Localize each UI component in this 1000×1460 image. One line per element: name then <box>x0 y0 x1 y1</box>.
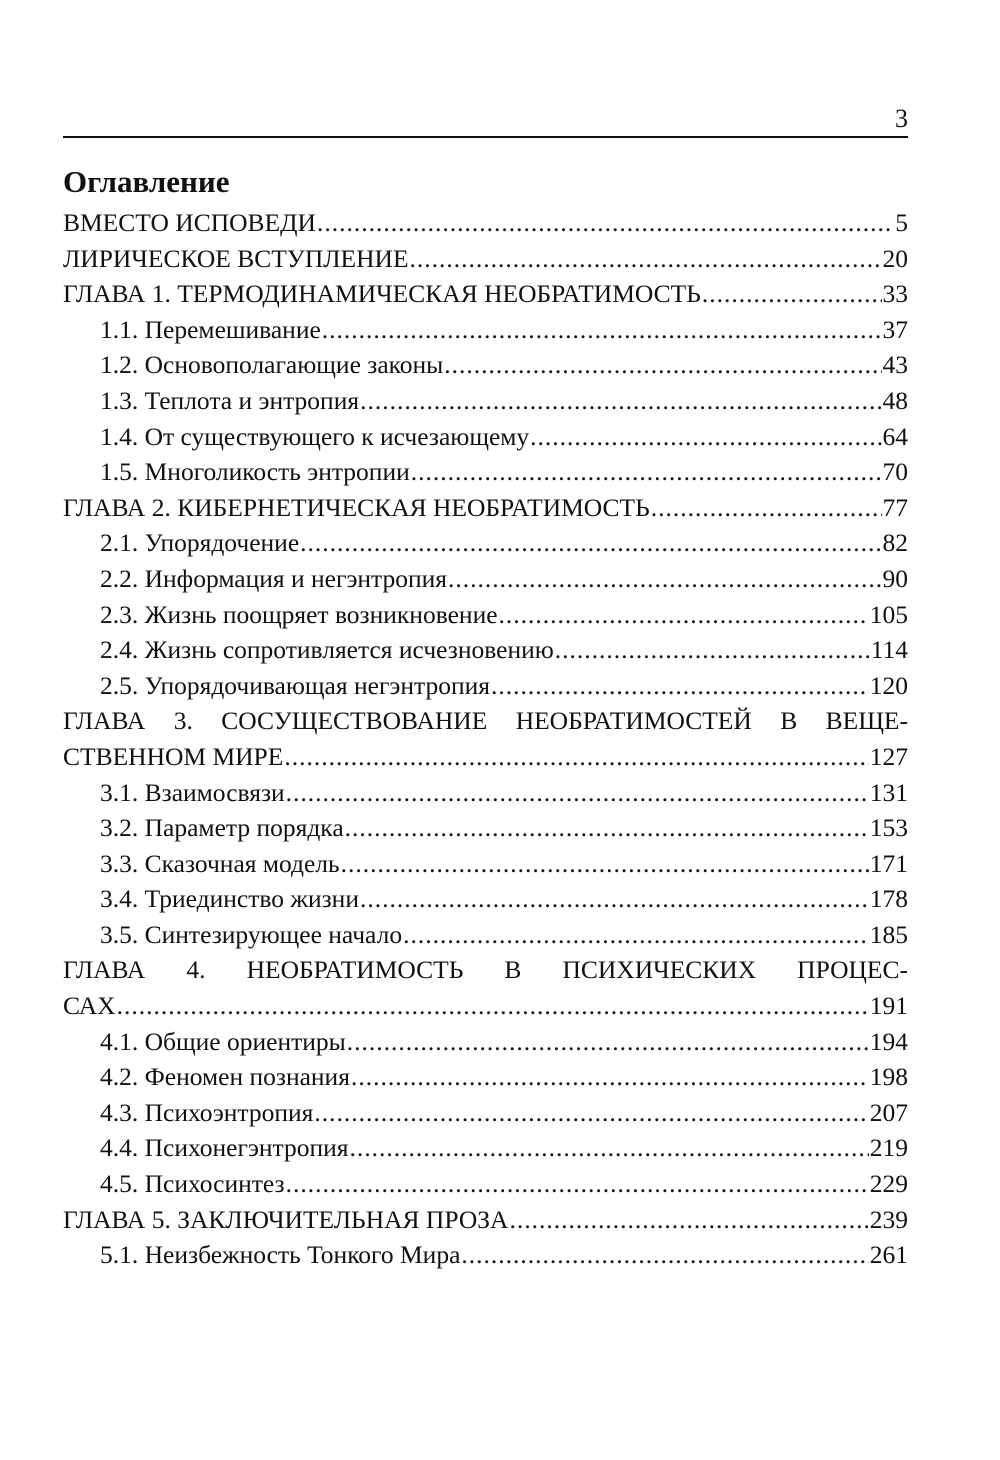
toc-chapter-entry[interactable] <box>63 1202 908 1238</box>
toc-entry-title: 3.3. Сказочная модель <box>100 848 340 878</box>
toc-entry-title: САХ <box>63 991 116 1021</box>
toc-entry-page: 120 <box>869 670 908 700</box>
dot-leader <box>345 810 869 846</box>
dot-leader <box>499 597 869 633</box>
toc-entry-title: 1.4. От существующего к исчезающему <box>100 421 530 451</box>
toc-entry-title: 4.1. Общие ориентиры <box>100 1026 346 1056</box>
toc-entry-title: 3.2. Параметр порядка <box>100 813 344 843</box>
toc-entry-page: 48 <box>882 385 908 415</box>
toc-section-entry[interactable] <box>63 454 908 490</box>
toc-entry-page: 77 <box>882 492 908 522</box>
toc-entry-page: 43 <box>882 350 908 380</box>
toc-entry-page: 198 <box>869 1062 908 1092</box>
header-rule <box>63 136 908 138</box>
toc-entry-page: 105 <box>869 599 908 629</box>
toc-section-entry[interactable] <box>63 1166 908 1202</box>
toc-section-entry[interactable] <box>63 597 908 633</box>
toc-entry-page: 178 <box>869 884 908 914</box>
dot-leader <box>461 1237 868 1273</box>
toc-entry-page: 37 <box>882 314 908 344</box>
toc-section-entry[interactable] <box>63 347 908 383</box>
page-number: 3 <box>895 104 908 133</box>
toc-entry-title: ГЛАВА 5. ЗАКЛЮЧИТЕЛЬНАЯ ПРОЗА <box>63 1204 509 1234</box>
toc-section-entry[interactable] <box>63 1024 908 1060</box>
toc-entry-title: 3.4. Триединство жизни <box>100 884 359 914</box>
toc-section-entry[interactable] <box>63 1095 908 1131</box>
dot-leader <box>411 454 882 490</box>
dot-leader <box>410 241 882 277</box>
toc-entry-title: 4.4. Психонегэнтропия <box>100 1133 349 1163</box>
toc-section-entry[interactable] <box>63 846 908 882</box>
toc-entry-page: 191 <box>869 991 908 1021</box>
toc-entry-title: 1.3. Теплота и энтропия <box>100 385 360 415</box>
toc-entry-page: 261 <box>869 1240 908 1270</box>
toc-entry-page: 82 <box>882 528 908 558</box>
toc-entry-title: 1.2. Основополагающие законы <box>100 350 444 380</box>
toc-section-entry[interactable] <box>63 1130 908 1166</box>
toc-chapter-entry[interactable] <box>63 241 908 277</box>
toc-chapter-entry[interactable] <box>63 205 908 241</box>
toc-section-entry[interactable] <box>63 632 908 668</box>
toc-entry-page: 64 <box>882 421 908 451</box>
toc-entry-page: 185 <box>869 919 908 949</box>
toc-entry-page: 33 <box>882 279 908 309</box>
dot-leader <box>351 1059 869 1095</box>
dot-leader <box>286 1166 869 1202</box>
toc-section-entry[interactable] <box>63 917 908 953</box>
dot-leader <box>284 739 868 775</box>
toc-chapter-entry[interactable] <box>63 276 908 312</box>
toc-entry-title: 5.1. Неизбежность Тонкого Мира <box>100 1240 461 1270</box>
toc-entry-page: 194 <box>869 1026 908 1056</box>
dot-leader <box>360 383 881 419</box>
toc-entry-title: 2.3. Жизнь поощряет возникновение <box>100 599 498 629</box>
toc-entry-title: 2.4. Жизнь сопротивляется исчезновению <box>100 635 554 665</box>
toc-entry-title-line: ГЛАВА 4. НЕОБРАТИМОСТЬ В ПСИХИЧЕСКИХ ПРОЦЕС- <box>63 955 908 985</box>
toc-chapter-entry[interactable] <box>63 739 908 775</box>
dot-leader <box>360 881 869 917</box>
dot-leader <box>347 1024 869 1060</box>
dot-leader <box>314 1095 868 1131</box>
toc-entry-title: ЛИРИЧЕСКОЕ ВСТУПЛЕНИЕ <box>63 243 409 273</box>
toc-section-entry[interactable] <box>63 561 908 597</box>
toc-entry-page: 239 <box>869 1204 908 1234</box>
toc-section-entry[interactable] <box>63 1059 908 1095</box>
toc-entry-title: 4.2. Феномен познания <box>100 1062 350 1092</box>
toc-entry-page: 70 <box>882 457 908 487</box>
toc-entry-title: 2.1. Упорядочение <box>100 528 300 558</box>
toc-section-entry[interactable] <box>63 810 908 846</box>
dot-leader <box>448 561 881 597</box>
toc-entry-page: 171 <box>869 848 908 878</box>
toc-entry-page: 90 <box>882 563 908 593</box>
toc-section-entry[interactable] <box>63 419 908 455</box>
toc-entry-title: 3.5. Синтезирующее начало <box>100 919 403 949</box>
toc-entry-title-line: ГЛАВА 3. СОСУЩЕСТВОВАНИЕ НЕОБРАТИМОСТЕЙ В ВЕЩЕ- <box>63 706 908 736</box>
toc-entry-page: 219 <box>869 1133 908 1163</box>
toc-entry-page: 153 <box>869 813 908 843</box>
page-title: Оглавление <box>63 164 230 199</box>
toc-entry-title: ГЛАВА 1. ТЕРМОДИНАМИЧЕСКАЯ НЕОБРАТИМОСТЬ <box>63 279 701 309</box>
toc-entry-title: 1.5. Многоликость энтропии <box>100 457 410 487</box>
toc-entry-page: 131 <box>869 777 908 807</box>
toc-section-entry[interactable] <box>63 383 908 419</box>
table-of-contents <box>63 205 908 1273</box>
toc-chapter-entry[interactable] <box>63 490 908 526</box>
toc-section-entry[interactable] <box>63 668 908 704</box>
toc-entry-page: 114 <box>870 635 908 665</box>
dot-leader <box>300 525 881 561</box>
dot-leader <box>491 668 869 704</box>
dot-leader <box>286 775 869 811</box>
toc-section-entry[interactable] <box>63 525 908 561</box>
toc-entry-title: СТВЕННОМ МИРЕ <box>63 741 284 771</box>
toc-entry-title: ВМЕСТО ИСПОВЕДИ <box>63 208 316 237</box>
toc-chapter-entry[interactable] <box>63 988 908 1024</box>
dot-leader <box>444 347 881 383</box>
toc-entry-title: 4.5. Психосинтез <box>100 1169 285 1199</box>
toc-section-entry[interactable] <box>63 881 908 917</box>
dot-leader <box>555 632 870 668</box>
toc-entry-page: 229 <box>869 1169 908 1199</box>
toc-entry-title: 2.5. Упорядочивающая негэнтропия <box>100 670 490 700</box>
toc-section-entry[interactable] <box>63 1237 908 1273</box>
toc-entry-page: 20 <box>882 243 908 273</box>
dot-leader <box>702 276 882 312</box>
dot-leader <box>651 490 882 526</box>
toc-section-entry[interactable] <box>63 775 908 811</box>
dot-leader <box>350 1130 869 1166</box>
dot-leader <box>403 917 869 953</box>
dot-leader <box>117 988 869 1024</box>
toc-entry-page: 207 <box>869 1097 908 1127</box>
toc-entry-page: 127 <box>869 741 908 771</box>
toc-entry-title: 4.3. Психоэнтропия <box>100 1097 314 1127</box>
toc-entry-page: 5 <box>895 208 908 237</box>
dot-leader <box>317 205 894 241</box>
toc-entry-title: 1.1. Перемешивание <box>100 314 321 344</box>
dot-leader <box>341 846 869 882</box>
dot-leader <box>530 419 881 455</box>
toc-entry-title: 3.1. Взаимосвязи <box>100 777 285 807</box>
dot-leader <box>509 1202 868 1238</box>
toc-entry-title: 2.2. Информация и негэнтропия <box>100 563 448 593</box>
toc-section-entry[interactable] <box>63 312 908 348</box>
dot-leader <box>322 312 882 348</box>
toc-entry-title: ГЛАВА 2. КИБЕРНЕТИЧЕСКАЯ НЕОБРАТИМОСТЬ <box>63 492 650 522</box>
